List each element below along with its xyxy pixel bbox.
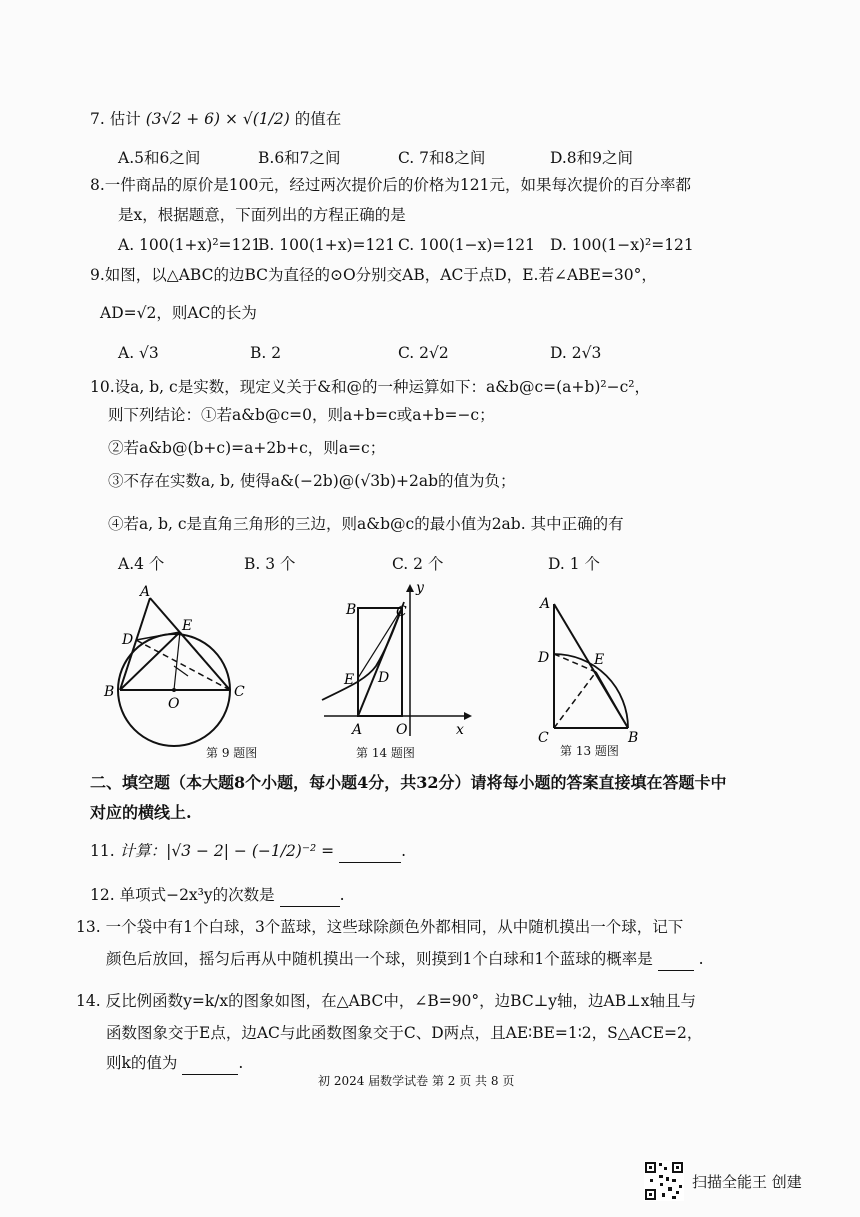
fig13-label-e: E — [594, 652, 605, 668]
q13-answer-blank[interactable] — [658, 948, 694, 971]
q12-tail: . — [339, 886, 345, 904]
fig14-label-d: D — [378, 670, 390, 686]
q8-option-b: B. 100(1+x)=121 — [258, 236, 396, 254]
fig13-label-c: C — [538, 730, 549, 746]
page-footer: 初 2024 届数学试卷 第 2 页 共 8 页 — [318, 1074, 515, 1088]
figure-q9 — [96, 580, 266, 760]
q9-option-c: C. 2√2 — [398, 344, 449, 362]
fig9-label-o: O — [168, 696, 180, 712]
fig9-label-d: D — [122, 632, 134, 648]
q13-line1: 13. 一个袋中有1个白球，3个蓝球，这些球除颜色外都相同，从中随机摸出一个球，记下 — [76, 918, 684, 936]
fig9-label-a: A — [140, 584, 151, 600]
q14-answer-blank[interactable] — [182, 1052, 238, 1075]
scanner-watermark: 扫描全能王 创建 — [692, 1173, 802, 1191]
fig14-label-e: E — [344, 672, 355, 688]
q10-option-d: D. 1 个 — [548, 555, 601, 573]
fig9-label-b: B — [104, 684, 115, 700]
q7-stem — [90, 108, 341, 130]
q14-line2: 函数图象交于E点，边AC与此函数图象交于C、D两点，且AE∶BE=1∶2，S△ACE=2， — [106, 1024, 703, 1042]
q7-option-d: D.8和9之间 — [550, 149, 634, 167]
fig14-caption: 第 14 题图 — [356, 746, 415, 760]
q11-stem — [90, 840, 406, 863]
q7-number: 7. — [90, 110, 105, 128]
fig14-x-arrow — [464, 712, 472, 720]
q7-post: 的值在 — [294, 110, 342, 128]
q10-line3: ②若a&b@(b+c)=a+2b+c，则a=c； — [108, 439, 386, 457]
q12-text: 12. 单项式−2x³y的次数是 — [90, 886, 275, 904]
q14-line3 — [106, 1052, 243, 1075]
q9-line1: 9.如图，以△ABC的边BC为直径的⊙O分别交AB，AC于点D，E.若∠ABE=30°， — [90, 266, 657, 284]
q9-option-d: D. 2√3 — [550, 344, 602, 362]
q11-expression: 计算：|√3 − 2| − (−1/2)⁻² = — [119, 842, 335, 860]
section2-line2: 对应的横线上. — [90, 803, 192, 822]
q14-line3-text: 则k的值为 — [106, 1054, 178, 1072]
q10-line5: ④若a, b, c是直角三角形的三边，则a&b@c的最小值为2ab. 其中正确的有 — [108, 515, 624, 533]
q7-option-a: A.5和6之间 — [118, 149, 201, 167]
q10-option-c: C. 2 个 — [392, 555, 444, 573]
q11-tail: . — [401, 842, 407, 860]
fig9-center-dot — [172, 688, 176, 692]
figure-q13 — [530, 586, 660, 746]
fig14-label-x: x — [456, 722, 464, 738]
fig13-label-b: B — [628, 730, 639, 746]
q9-line2: AD=√2，则AC的长为 — [100, 304, 257, 322]
fig14-label-b: B — [346, 602, 357, 618]
q10-line2: 则下列结论：①若a&b@c=0，则a+b=c或a+b=−c； — [108, 406, 495, 424]
fig14-y-arrow — [406, 584, 414, 592]
q9-option-a: A. √3 — [118, 344, 159, 362]
fig14-label-y: y — [416, 580, 424, 596]
fig9-label-e: E — [182, 618, 193, 634]
q9-option-b: B. 2 — [250, 344, 282, 362]
figure-q14 — [316, 580, 476, 740]
q14-tail: . — [238, 1054, 244, 1072]
fig13-segment-ce — [554, 672, 596, 728]
q7-pre: 估计 — [109, 110, 141, 128]
q13-line2-text: 颜色后放回，摇匀后再从中随机摸出一个球，则摸到1个白球和1个蓝球的概率是 — [106, 950, 653, 968]
fig13-label-d: D — [538, 650, 550, 666]
q7-option-b: B.6和7之间 — [258, 149, 341, 167]
q13-tail: . — [698, 950, 704, 968]
q10-option-a: A.4 个 — [118, 555, 165, 573]
q11-answer-blank[interactable] — [339, 840, 401, 863]
q8-option-d: D. 100(1−x)²=121 — [550, 236, 694, 254]
q10-line4: ③不存在实数a, b, 使得a&(−2b)@(√3b)+2ab的值为负； — [108, 472, 516, 490]
q13-line2 — [106, 948, 704, 971]
q12-stem — [90, 884, 345, 907]
fig9-segment-cd — [136, 640, 230, 690]
fig13-label-a: A — [540, 596, 551, 612]
fig9-caption: 第 9 题图 — [206, 746, 258, 760]
fig14-curve — [322, 602, 404, 700]
q12-answer-blank[interactable] — [280, 884, 340, 907]
section2-line1: 二、填空题（本大题8个小题，每小题4分，共32分）请将每小题的答案直接填在答题卡中 — [90, 773, 727, 792]
q10-line1: 10.设a, b, c是实数，现定义关于&和@的一种运算如下：a&b@c=(a+b)²−c²， — [90, 378, 650, 396]
q8-option-c: C. 100(1−x)=121 — [398, 236, 536, 254]
q7-option-c: C. 7和8之间 — [398, 149, 486, 167]
q11-number: 11. — [90, 842, 115, 860]
fig14-label-a: A — [352, 722, 363, 738]
qr-code-icon — [644, 1161, 684, 1201]
q10-option-b: B. 3 个 — [244, 555, 296, 573]
q8-line2: 是x，根据题意，下面列出的方程正确的是 — [118, 206, 406, 224]
q7-expression: (3√2 + 6) × √(1/2) — [145, 110, 290, 128]
fig14-label-o: O — [396, 722, 408, 738]
q14-line1: 14. 反比例函数y=k/x的图象如图，在△ABC中，∠B=90°，边BC⊥y轴，边AB⊥x轴且与 — [76, 992, 696, 1010]
q8-option-a: A. 100(1+x)²=121 — [118, 236, 262, 254]
fig13-caption: 第 13 题图 — [560, 744, 619, 758]
fig14-label-c: C — [396, 604, 407, 620]
fig9-label-c: C — [234, 684, 245, 700]
q8-line1: 8.一件商品的原价是100元，经过两次提价后的价格为121元，如果每次提价的百分率都 — [90, 176, 691, 194]
